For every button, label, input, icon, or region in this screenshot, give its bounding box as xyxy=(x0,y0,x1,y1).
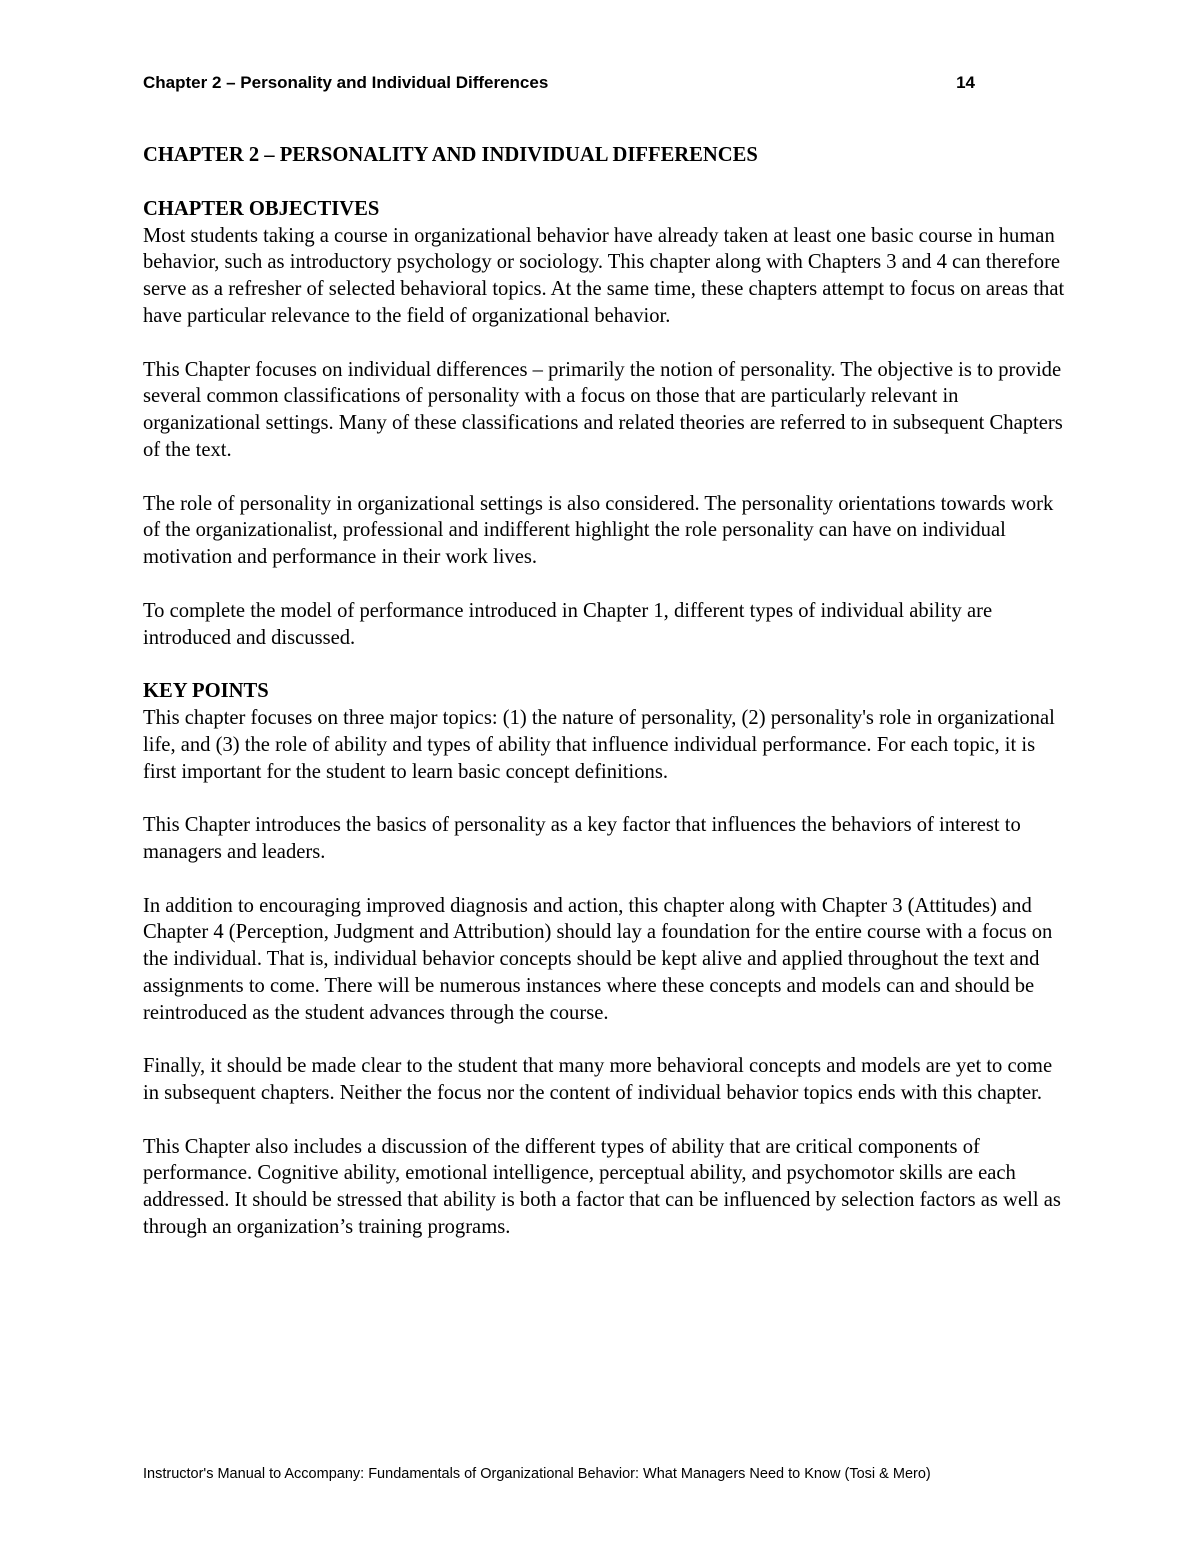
paragraph: This Chapter introduces the basics of personality as a key factor that influences the behaviors of interest to managers and leaders. xyxy=(143,814,1021,863)
section-heading: CHAPTER OBJECTIVES xyxy=(143,197,380,220)
document-body xyxy=(143,142,1068,1268)
page-number: 14 xyxy=(956,73,975,92)
paragraph: This chapter focuses on three major topics: (1) the nature of personality, (2) personality's role in organizational life, and (3) the role of ability and types of ability that influence individual performance. For each topic, it is first important for the student to learn basic concept definitions. xyxy=(143,706,1055,783)
paragraph: To complete the model of performance introduced in Chapter 1, different types of individual ability are introduced and discussed. xyxy=(143,599,993,649)
running-header xyxy=(143,72,975,94)
paragraph: Most students taking a course in organizational behavior have already taken at least one basic course in human behavior, such as introductory psychology or sociology. This chapter along with Chapters 3 and 4 can therefore serve as a refresher of selected behavioral topics. At the same time, these chapters attempt to focus on areas that have particular relevance to the field of organizational behavior. xyxy=(143,224,1065,327)
page-footer: Instructor's Manual to Accompany: Fundamentals of Organizational Behavior: What Managers Need to Know (Tosi & Mero) xyxy=(143,1466,931,1482)
paragraph: The role of personality in organizational settings is also considered. The personality orientations towards work of the organizationalist, professional and indifferent highlight the role personality can have on individual motivation and performance in their work lives. xyxy=(143,492,1054,569)
running-title: Chapter 2 – Personality and Individual Differences xyxy=(143,73,549,92)
chapter-title: CHAPTER 2 – PERSONALITY AND INDIVIDUAL DIFFERENCES xyxy=(143,144,758,166)
paragraph: In addition to encouraging improved diagnosis and action, this chapter along with Chapter 3 (Attitudes) and Chapter 4 (Perception, Judgment and Attribution) should lay a foundation for the entire course with a focus on the individual. That is, individual behavior concepts should be kept alive and applied throughout the text and assignments to come. There will be numerous instances where these concepts and models can and should be reintroduced as the student advances through the course. xyxy=(143,894,1053,1024)
paragraph: Finally, it should be made clear to the student that many more behavioral concepts and models are yet to come in subsequent chapters. Neither the focus nor the content of individual behavior topics ends with this chapter. xyxy=(143,1055,1053,1105)
section-key-points xyxy=(143,678,1068,1241)
paragraph: This Chapter focuses on individual differences – primarily the notion of personality. The objective is to provide several common classifications of personality with a focus on those that are particularly relevant in organizational settings. Many of these classifications and related theories are referred to in subsequent Chapters of the text. xyxy=(143,358,1063,461)
section-heading: KEY POINTS xyxy=(143,680,269,703)
paragraph: This Chapter also includes a discussion of the different types of ability that are critical components of performance. Cognitive ability, emotional intelligence, perceptual ability, and psychomotor skills are each addressed. It should be stressed that ability is both a factor that can be influenced by selection factors as well as through an organization’s training programs. xyxy=(143,1135,1061,1239)
section-chapter-objectives xyxy=(143,196,1068,652)
